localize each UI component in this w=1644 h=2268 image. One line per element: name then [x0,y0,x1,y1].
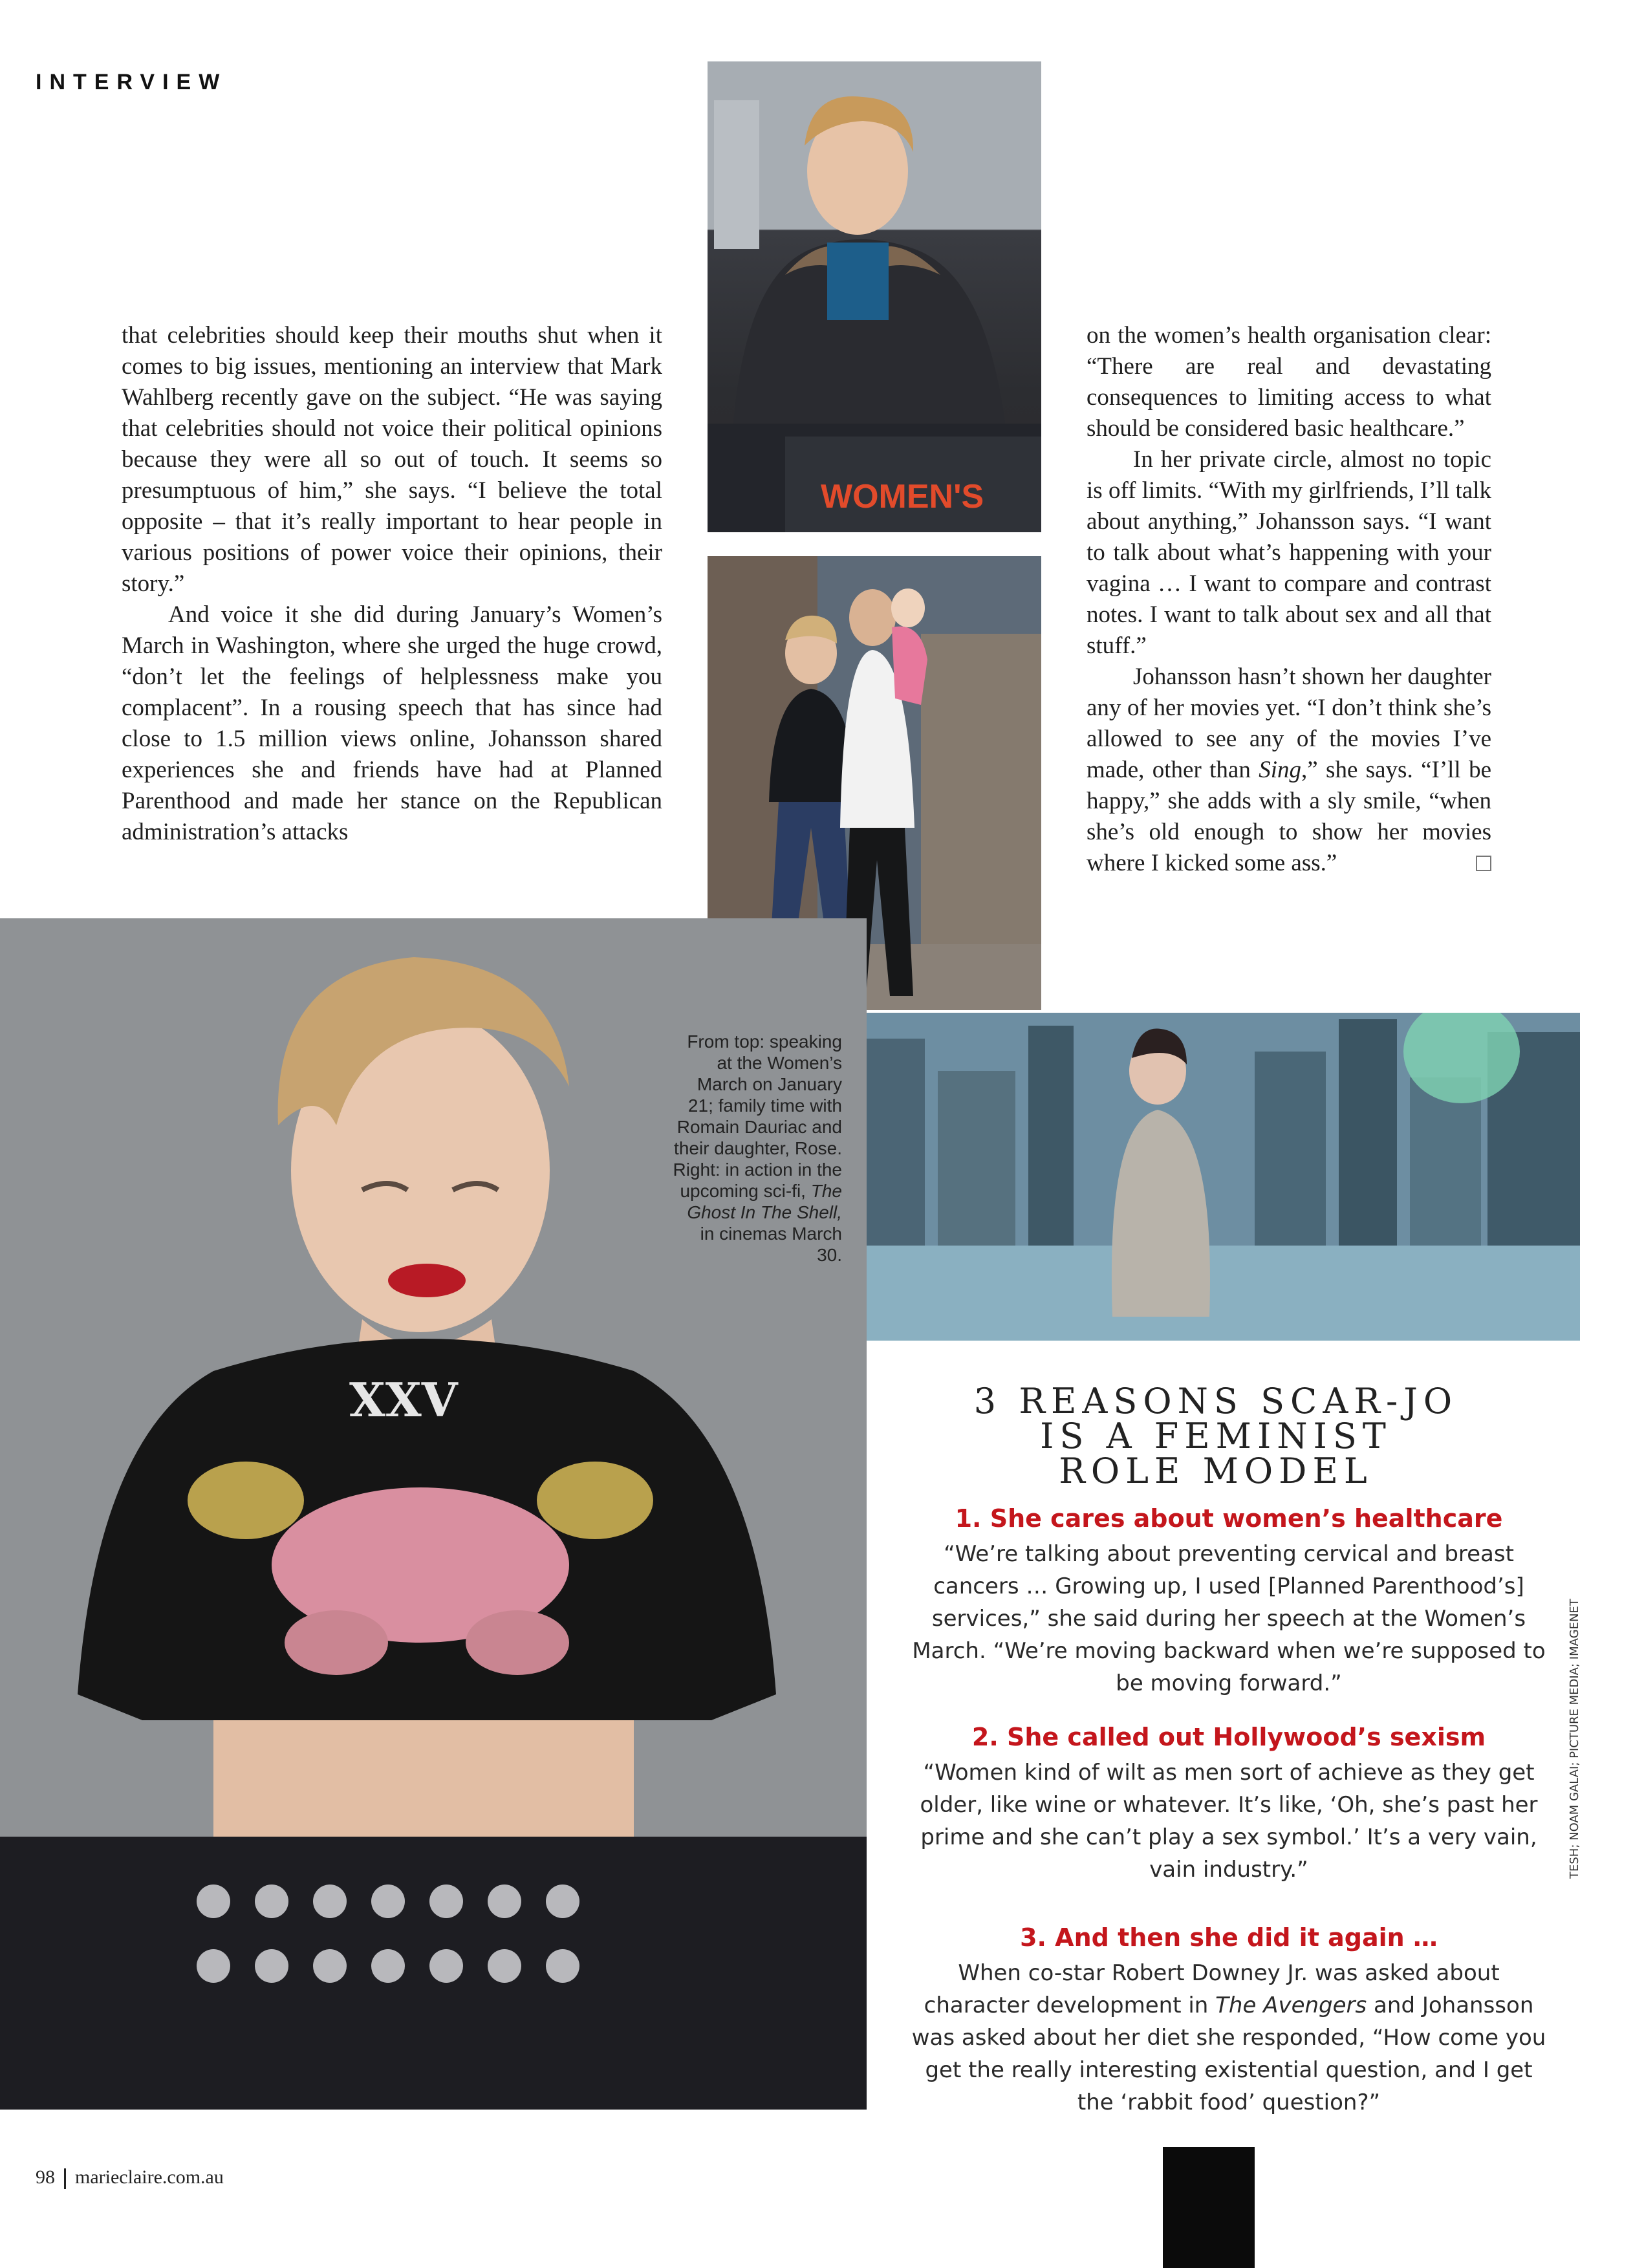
article-paragraph: that celebrities should keep their mouths shut when it comes to big issues, mentioning an interview that Mark Wahlberg recently gave on the subject. “He was saying that celebrities should not voice their political opinions because they were all so out of touch. It seems so presumptuous of him,” she says. “I believe the total opposite – that it’s really important to hear people in various positions of power voice their opinions, their story.” [122,322,662,597]
text-run: and Johansson was asked about her diet she responded, “How come you get the really interesting existential question, and I get the ‘rabbit food’ question?” [911,1993,1546,2115]
sidebar-title [892,1381,1539,1491]
sidebar-title-line: IS A FEMINIST [1040,1416,1392,1456]
sign-text: WOMEN'S [821,478,984,515]
reason-heading: 2. She called out Hollywood’s sexism [971,1723,1486,1751]
site-url[interactable]: marieclaire.com.au [75,2166,224,2188]
film-title: The Avengers [1215,1993,1367,2018]
photo-credit: TESH; NOAM GALAI; PICTURE MEDIA; IMAGENET [1568,1599,1581,1879]
film-title: Sing [1259,757,1301,783]
article-paragraph: And voice it she did during January’s Women’s March in Washington, where she urged the huge crowd, “don’t let the feelings of helplessness make you complacent”. In a rousing speech that has since had close to 1.5 million views online, Johansson shared experiences she and friends have had at Planned Parenthood and made her stance on the Republican administration’s attacks [122,601,662,845]
sidebar-title-line: 3 REASONS SCAR-JO [973,1381,1458,1421]
text-run: Johansson hasn’t shown her daughter any of her movies yet. “I don’t think she’s allowed to see any of the movies I’ve made, other than [1087,664,1491,783]
reason-heading: 3. And then she did it again … [1020,1923,1438,1952]
photo-caption [673,1031,842,1266]
reason-item [905,1502,1552,1700]
page-footer [36,2166,224,2189]
reason-item [905,1720,1552,1886]
sidebar-title-line: ROLE MODEL [1059,1451,1373,1491]
reason-text: “Women kind of wilt as men sort of achieve as they get older, like wine or whatever. It’s like, ‘Oh, she’s past her prime and she can’t play a sex symbol.’ It’s a very vain, vain industry.” [920,1760,1538,1883]
text-run: When co-star Robert Downey Jr. was asked about character development in [924,1960,1500,2018]
caption-text: in cinemas March 30. [700,1224,842,1265]
caption-film-title: The Ghost In The Shell, [687,1181,842,1222]
footer-divider [64,2168,66,2189]
reason-heading: 1. She cares about women’s healthcare [955,1504,1503,1533]
reason-text [905,1957,1552,2119]
page-number: 98 [36,2166,55,2188]
article-column-left [122,320,662,848]
article-paragraph: on the women’s health organisation clear: “There are real and devastating consequences to limiting access to what should be considered basic healthcare.” [1087,322,1491,442]
photo-ghost-in-the-shell [867,1013,1580,1341]
shirt-text: XXV [349,1372,458,1427]
text-run: ,” she says. “I’ll be happy,” she adds with a sly smile, “when she’s old enough to show her movies where I kicked some ass.” [1087,757,1491,876]
caption-text: From top: speaking at the Women’s March on January 21; family time with Romain Dauriac and their daughter, Rose. Right: in action in the upcoming sci-fi, [673,1031,842,1201]
photo-womens-march-speech [708,61,1041,532]
article-paragraph: In her private circle, almost no topic is off limits. “With my girlfriends, I’ll talk about anything,” Johansson says. “I want to talk about what’s happening with your vagina … I want to compare and contrast notes. I want to talk about sex and all that stuff.” [1087,446,1491,659]
article-column-right [1087,320,1491,879]
reason-item [905,1921,1552,2119]
reason-text: “We’re talking about preventing cervical and breast cancers … Growing up, I used [Planned Parenthood’s] services,” she said during her speech at the Women’s March. “We’re moving backward when we’re supposed to be moving forward.” [912,1541,1546,1696]
section-label: INTERVIEW [36,70,228,94]
article-paragraph [1087,662,1491,879]
page-edge-tab [1163,2147,1255,2268]
speech-illustration [708,61,1041,532]
ghost-illustration [867,1013,1580,1341]
end-mark-icon [1476,856,1491,871]
